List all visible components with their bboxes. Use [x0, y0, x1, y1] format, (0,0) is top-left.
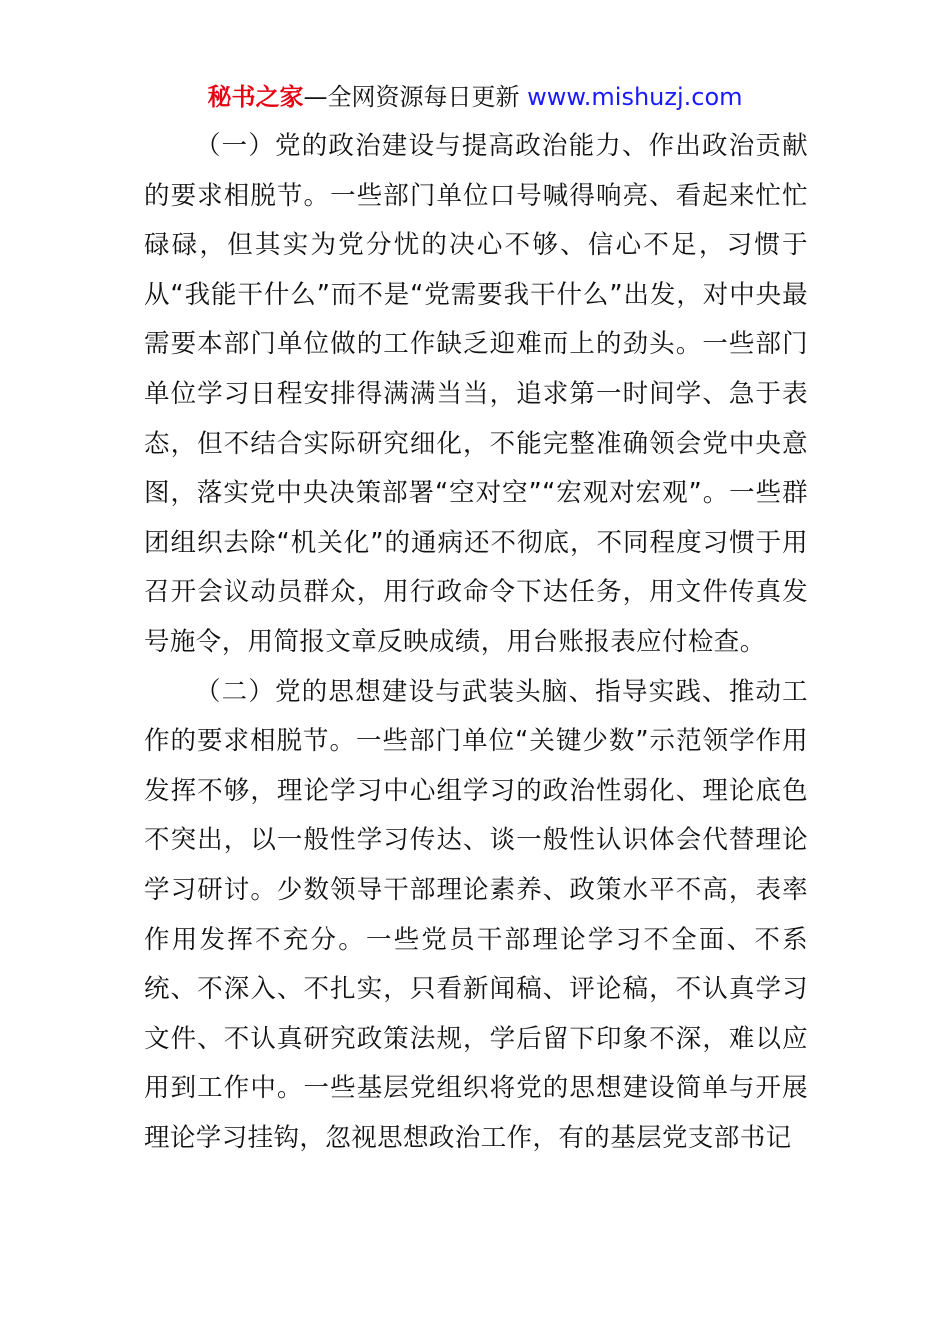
paragraph-1: （一）党的政治建设与提高政治能力、作出政治贡献的要求相脱节。一些部门单位口号喊得响亮、看起来忙忙碌碌，但其实为党分忧的决心不够、信心不足，习惯于从“我能干什么”而不是“党需要我干什么”出发，对中央最需要本部门单位做的工作缺乏迎难而上的劲头。一些部门单位学习日程安排得满满当当，追求第一时间学、急于表态，但不结合实际研究细化，不能完整准确领会党中央意图，落实党中央决策部署“空对空”“宏观对宏观”。一些群团组织去除“机关化”的通病还不彻底，不同程度习惯于用召开会议动员群众，用行政命令下达任务，用文件传真发号施令，用简报文章反映成绩，用台账报表应付检查。 — [144, 131, 808, 657]
page-header — [0, 80, 950, 114]
document-body — [144, 122, 808, 1163]
brand-name: 秘书之家 — [207, 83, 304, 111]
header-tagline: —全网资源每日更新 — [303, 83, 520, 111]
website-link[interactable]: www.mishuzj.com — [527, 83, 743, 111]
paragraph-2: （二）党的思想建设与武装头脑、指导实践、推动工作的要求相脱节。一些部门单位“关键少数”示范领学作用发挥不够，理论学习中心组学习的政治性弱化、理论底色不突出，以一般性学习传达、谈一般性认识体会代替理论学习研讨。少数领导干部理论素养、政策水平不高，表率作用发挥不充分。一些党员干部理论学习不全面、不系统、不深入、不扎实，只看新闻稿、评论稿，不认真学习文件、不认真研究政策法规，学后留下印象不深，难以应用到工作中。一些基层党组织将党的思想建设简单与开展理论学习挂钩，忽视思想政治工作，有的基层党支部书记 — [144, 676, 808, 1153]
